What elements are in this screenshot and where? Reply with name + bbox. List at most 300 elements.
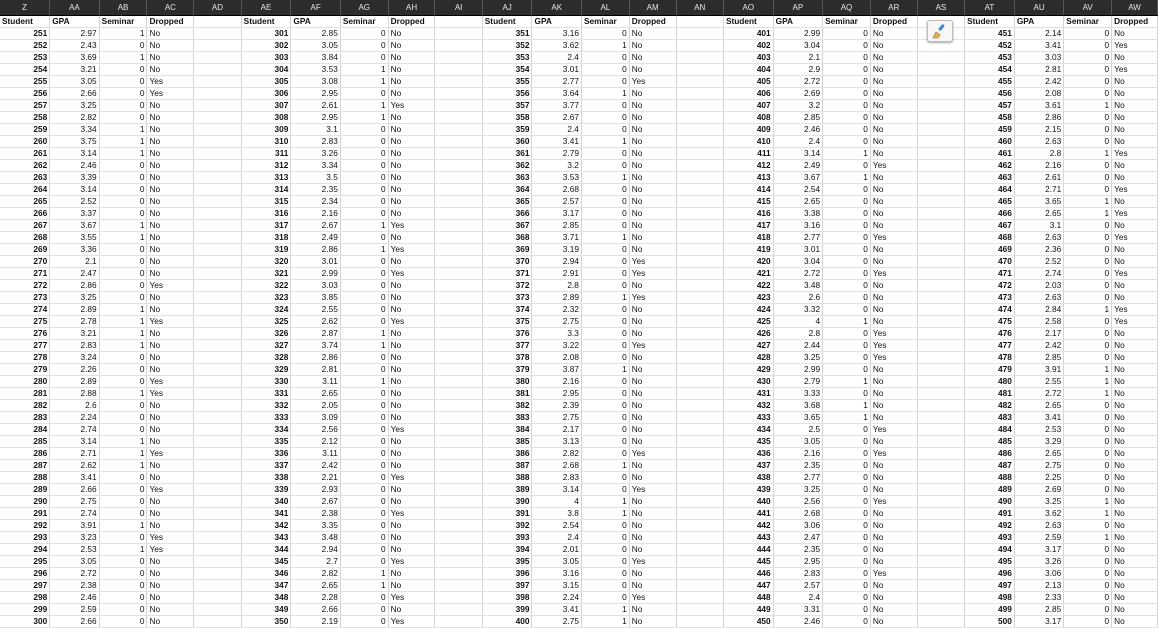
seminar-cell[interactable]: 0 [823,471,871,483]
seminar-cell[interactable]: 0 [823,291,871,303]
student-cell[interactable]: 393 [482,531,532,543]
student-cell[interactable]: 479 [965,363,1015,375]
field-header-cell[interactable]: GPA [50,15,99,27]
seminar-cell[interactable]: 0 [1064,459,1112,471]
seminar-cell[interactable]: 0 [581,531,629,543]
spacer-cell[interactable] [194,423,241,435]
gpa-cell[interactable]: 3.38 [773,207,822,219]
student-cell[interactable]: 388 [482,471,532,483]
student-cell[interactable]: 487 [965,459,1015,471]
seminar-cell[interactable]: 0 [99,291,147,303]
seminar-cell[interactable]: 0 [581,399,629,411]
gpa-cell[interactable]: 2.59 [50,603,99,615]
student-cell[interactable]: 421 [723,267,773,279]
spacer-cell[interactable] [194,243,241,255]
dropped-cell[interactable]: No [147,291,194,303]
seminar-cell[interactable]: 1 [1064,531,1112,543]
dropped-cell[interactable]: No [629,375,676,387]
seminar-cell[interactable]: 1 [340,219,388,231]
spacer-cell[interactable] [676,207,723,219]
student-cell[interactable]: 396 [482,567,532,579]
student-cell[interactable]: 340 [241,495,291,507]
dropped-cell[interactable]: No [388,339,435,351]
student-cell[interactable]: 384 [482,423,532,435]
seminar-cell[interactable]: 0 [823,51,871,63]
seminar-cell[interactable]: 0 [581,435,629,447]
student-cell[interactable]: 473 [965,291,1015,303]
student-cell[interactable]: 273 [0,291,50,303]
seminar-cell[interactable]: 0 [823,435,871,447]
gpa-cell[interactable]: 3.39 [50,171,99,183]
gpa-cell[interactable]: 2.25 [1014,471,1063,483]
student-cell[interactable]: 329 [241,363,291,375]
student-cell[interactable]: 499 [965,603,1015,615]
student-cell[interactable]: 278 [0,351,50,363]
gpa-cell[interactable]: 2.95 [773,555,822,567]
dropped-cell[interactable]: No [388,27,435,39]
seminar-cell[interactable]: 1 [340,99,388,111]
student-cell[interactable]: 258 [0,111,50,123]
student-cell[interactable]: 328 [241,351,291,363]
dropped-cell[interactable]: No [147,51,194,63]
student-cell[interactable]: 270 [0,255,50,267]
dropped-cell[interactable]: No [388,411,435,423]
seminar-cell[interactable]: 0 [581,351,629,363]
dropped-cell[interactable]: No [629,231,676,243]
dropped-cell[interactable]: No [147,39,194,51]
student-cell[interactable]: 445 [723,555,773,567]
dropped-cell[interactable]: Yes [629,483,676,495]
seminar-cell[interactable]: 0 [581,303,629,315]
student-cell[interactable]: 467 [965,219,1015,231]
seminar-cell[interactable]: 0 [1064,75,1112,87]
student-cell[interactable]: 254 [0,63,50,75]
student-cell[interactable]: 490 [965,495,1015,507]
spacer-cell[interactable] [435,99,482,111]
field-header-cell[interactable]: Dropped [147,15,194,27]
column-header[interactable]: AR [870,0,917,15]
seminar-cell[interactable]: 0 [1064,399,1112,411]
spacer-cell[interactable] [194,111,241,123]
student-cell[interactable]: 286 [0,447,50,459]
student-cell[interactable]: 291 [0,507,50,519]
student-cell[interactable]: 325 [241,315,291,327]
gpa-cell[interactable]: 3.41 [532,603,581,615]
spacer-cell[interactable] [435,303,482,315]
dropped-cell[interactable]: No [1112,471,1158,483]
dropped-cell[interactable]: No [870,603,917,615]
spacer-cell[interactable] [194,603,241,615]
dropped-cell[interactable]: Yes [629,555,676,567]
dropped-cell[interactable]: No [388,159,435,171]
student-cell[interactable]: 463 [965,171,1015,183]
student-cell[interactable]: 350 [241,615,291,627]
student-cell[interactable]: 373 [482,291,532,303]
seminar-cell[interactable]: 1 [340,75,388,87]
column-header[interactable]: AH [388,0,435,15]
student-cell[interactable]: 351 [482,27,532,39]
gpa-cell[interactable]: 3.65 [1014,195,1063,207]
spacer-cell[interactable] [194,483,241,495]
student-cell[interactable]: 409 [723,123,773,135]
gpa-cell[interactable]: 2.71 [50,447,99,459]
gpa-cell[interactable]: 3.34 [291,159,340,171]
dropped-cell[interactable]: No [870,555,917,567]
gpa-cell[interactable]: 2.42 [291,459,340,471]
student-cell[interactable]: 280 [0,375,50,387]
dropped-cell[interactable]: No [147,183,194,195]
dropped-cell[interactable]: No [147,135,194,147]
seminar-cell[interactable]: 0 [823,255,871,267]
gpa-cell[interactable]: 2.4 [532,123,581,135]
dropped-cell[interactable]: Yes [1112,147,1158,159]
student-cell[interactable]: 389 [482,483,532,495]
student-cell[interactable]: 288 [0,471,50,483]
gpa-cell[interactable]: 2.83 [532,471,581,483]
dropped-cell[interactable]: No [147,423,194,435]
seminar-cell[interactable]: 0 [340,51,388,63]
dropped-cell[interactable]: Yes [388,99,435,111]
dropped-cell[interactable]: No [870,315,917,327]
gpa-cell[interactable]: 3.1 [1014,219,1063,231]
dropped-cell[interactable]: No [388,351,435,363]
gpa-cell[interactable]: 2.19 [291,615,340,627]
spacer-cell[interactable] [917,423,964,435]
spacer-cell[interactable] [917,267,964,279]
gpa-cell[interactable]: 2.33 [1014,591,1063,603]
seminar-cell[interactable]: 0 [1064,519,1112,531]
dropped-cell[interactable]: No [629,63,676,75]
gpa-cell[interactable]: 2.86 [291,351,340,363]
seminar-cell[interactable]: 0 [823,603,871,615]
student-cell[interactable]: 438 [723,471,773,483]
dropped-cell[interactable]: Yes [388,471,435,483]
field-header-cell[interactable]: Dropped [870,15,917,27]
gpa-cell[interactable]: 2.46 [773,123,822,135]
gpa-cell[interactable]: 2.78 [50,315,99,327]
dropped-cell[interactable]: Yes [870,423,917,435]
spacer-cell[interactable] [917,231,964,243]
seminar-cell[interactable]: 0 [1064,591,1112,603]
column-header[interactable]: AI [435,0,482,15]
gpa-cell[interactable]: 3.26 [291,147,340,159]
seminar-cell[interactable]: 0 [823,591,871,603]
seminar-cell[interactable]: 0 [823,135,871,147]
student-cell[interactable]: 404 [723,63,773,75]
gpa-cell[interactable]: 2.26 [50,363,99,375]
dropped-cell[interactable]: No [629,243,676,255]
gpa-cell[interactable]: 3.37 [50,207,99,219]
student-cell[interactable]: 276 [0,327,50,339]
dropped-cell[interactable]: No [870,411,917,423]
spacer-cell[interactable] [435,279,482,291]
spacer-cell[interactable] [676,279,723,291]
student-cell[interactable]: 316 [241,207,291,219]
gpa-cell[interactable]: 3.2 [773,99,822,111]
dropped-cell[interactable]: No [147,351,194,363]
seminar-cell[interactable]: 0 [823,63,871,75]
gpa-cell[interactable]: 3.5 [291,171,340,183]
spacer-cell[interactable] [917,363,964,375]
spacer-cell[interactable] [676,615,723,627]
student-cell[interactable]: 341 [241,507,291,519]
gpa-cell[interactable]: 2.47 [50,267,99,279]
dropped-cell[interactable]: No [870,195,917,207]
student-cell[interactable]: 500 [965,615,1015,627]
dropped-cell[interactable]: No [388,255,435,267]
student-cell[interactable]: 457 [965,99,1015,111]
spacer-cell[interactable] [917,255,964,267]
student-cell[interactable]: 478 [965,351,1015,363]
spacer-cell[interactable] [676,219,723,231]
dropped-cell[interactable]: No [1112,615,1158,627]
gpa-cell[interactable]: 2.61 [291,99,340,111]
dropped-cell[interactable]: No [147,495,194,507]
seminar-cell[interactable]: 0 [1064,543,1112,555]
spacer-cell[interactable] [194,387,241,399]
seminar-cell[interactable]: 0 [581,159,629,171]
seminar-cell[interactable]: 0 [340,591,388,603]
spacer-cell[interactable] [194,75,241,87]
student-cell[interactable]: 432 [723,399,773,411]
spacer-cell[interactable] [917,195,964,207]
gpa-cell[interactable]: 2.43 [50,39,99,51]
gpa-cell[interactable]: 3.8 [532,507,581,519]
gpa-cell[interactable]: 3.05 [773,435,822,447]
gpa-cell[interactable]: 2.72 [50,567,99,579]
gpa-cell[interactable]: 2.05 [291,399,340,411]
spacer-cell[interactable] [676,231,723,243]
seminar-cell[interactable]: 1 [1064,195,1112,207]
seminar-cell[interactable]: 0 [99,579,147,591]
dropped-cell[interactable]: No [629,303,676,315]
spacer-cell[interactable] [194,363,241,375]
seminar-cell[interactable]: 0 [99,483,147,495]
spacer-cell[interactable] [917,183,964,195]
gpa-cell[interactable]: 2.83 [291,135,340,147]
gpa-cell[interactable]: 3.85 [291,291,340,303]
dropped-cell[interactable]: No [147,591,194,603]
seminar-cell[interactable]: 0 [340,603,388,615]
dropped-cell[interactable]: Yes [870,339,917,351]
seminar-cell[interactable]: 0 [581,591,629,603]
gpa-cell[interactable]: 2.49 [291,231,340,243]
seminar-cell[interactable]: 0 [340,315,388,327]
seminar-cell[interactable]: 1 [1064,507,1112,519]
student-cell[interactable]: 281 [0,387,50,399]
spacer-cell[interactable] [676,519,723,531]
gpa-cell[interactable]: 3.48 [291,531,340,543]
gpa-cell[interactable]: 2.74 [1014,267,1063,279]
gpa-cell[interactable]: 2.24 [532,591,581,603]
spacer-cell[interactable] [676,543,723,555]
spacer-cell[interactable] [435,411,482,423]
spacer-cell[interactable] [676,255,723,267]
spacer-cell[interactable] [917,531,964,543]
column-header[interactable]: AP [773,0,822,15]
spacer-cell[interactable] [194,255,241,267]
seminar-cell[interactable]: 0 [581,195,629,207]
seminar-cell[interactable]: 1 [581,363,629,375]
seminar-cell[interactable]: 1 [1064,375,1112,387]
dropped-cell[interactable]: No [870,507,917,519]
spacer-cell[interactable] [676,579,723,591]
spacer-cell[interactable] [435,471,482,483]
column-header[interactable]: AW [1112,0,1158,15]
gpa-cell[interactable]: 3.41 [1014,411,1063,423]
dropped-cell[interactable]: No [1112,399,1158,411]
gpa-cell[interactable]: 3.23 [50,531,99,543]
gpa-cell[interactable]: 2.83 [773,567,822,579]
dropped-cell[interactable]: No [1112,195,1158,207]
student-cell[interactable]: 304 [241,63,291,75]
gpa-cell[interactable]: 3.71 [532,231,581,243]
student-cell[interactable]: 491 [965,507,1015,519]
spacer-cell[interactable] [917,51,964,63]
student-cell[interactable]: 466 [965,207,1015,219]
gpa-cell[interactable]: 4 [773,315,822,327]
seminar-cell[interactable]: 0 [1064,351,1112,363]
spacer-cell[interactable] [194,159,241,171]
spacer-cell[interactable] [194,435,241,447]
spacer-cell[interactable] [435,351,482,363]
seminar-cell[interactable]: 0 [581,375,629,387]
student-cell[interactable]: 264 [0,183,50,195]
spacer-cell[interactable] [676,531,723,543]
field-header-cell[interactable]: Student [241,15,291,27]
gpa-cell[interactable]: 2.77 [532,75,581,87]
spacer-cell[interactable] [194,147,241,159]
spacer-cell[interactable] [917,543,964,555]
seminar-cell[interactable]: 1 [581,615,629,627]
dropped-cell[interactable]: No [870,111,917,123]
student-cell[interactable]: 314 [241,183,291,195]
dropped-cell[interactable]: No [1112,543,1158,555]
column-header[interactable]: Z [0,0,50,15]
seminar-cell[interactable]: 0 [823,279,871,291]
dropped-cell[interactable]: No [1112,579,1158,591]
student-cell[interactable]: 372 [482,279,532,291]
student-cell[interactable]: 356 [482,87,532,99]
seminar-cell[interactable]: 0 [99,567,147,579]
seminar-cell[interactable]: 0 [99,279,147,291]
student-cell[interactable]: 402 [723,39,773,51]
dropped-cell[interactable]: No [147,411,194,423]
seminar-cell[interactable]: 0 [1064,243,1112,255]
dropped-cell[interactable]: No [1112,519,1158,531]
student-cell[interactable]: 317 [241,219,291,231]
dropped-cell[interactable]: No [147,363,194,375]
student-cell[interactable]: 269 [0,243,50,255]
seminar-cell[interactable]: 1 [340,111,388,123]
gpa-cell[interactable]: 3.05 [50,75,99,87]
student-cell[interactable]: 252 [0,39,50,51]
seminar-cell[interactable]: 1 [99,459,147,471]
field-header-cell[interactable]: Student [965,15,1015,27]
student-cell[interactable]: 336 [241,447,291,459]
dropped-cell[interactable]: No [629,423,676,435]
student-cell[interactable]: 375 [482,315,532,327]
gpa-cell[interactable]: 2.53 [50,543,99,555]
seminar-cell[interactable]: 0 [1064,555,1112,567]
field-header-cell[interactable]: GPA [1014,15,1063,27]
student-cell[interactable]: 480 [965,375,1015,387]
student-cell[interactable]: 377 [482,339,532,351]
seminar-cell[interactable]: 0 [340,207,388,219]
gpa-cell[interactable]: 2.89 [50,303,99,315]
gpa-cell[interactable]: 3.17 [532,207,581,219]
spacer-cell[interactable] [194,339,241,351]
seminar-cell[interactable]: 0 [823,231,871,243]
spacer-cell[interactable] [194,219,241,231]
dropped-cell[interactable]: No [388,303,435,315]
student-cell[interactable]: 407 [723,99,773,111]
seminar-cell[interactable]: 0 [823,87,871,99]
gpa-cell[interactable]: 3.17 [1014,615,1063,627]
gpa-cell[interactable]: 3.74 [291,339,340,351]
dropped-cell[interactable]: Yes [870,159,917,171]
gpa-cell[interactable]: 2.63 [1014,291,1063,303]
seminar-cell[interactable]: 0 [99,351,147,363]
seminar-cell[interactable]: 1 [823,399,871,411]
spacer-cell[interactable] [917,99,964,111]
student-cell[interactable]: 295 [0,555,50,567]
seminar-cell[interactable]: 0 [99,507,147,519]
dropped-cell[interactable]: Yes [388,423,435,435]
seminar-cell[interactable]: 0 [823,615,871,627]
student-cell[interactable]: 403 [723,51,773,63]
student-cell[interactable]: 275 [0,315,50,327]
spacer-cell[interactable] [194,507,241,519]
dropped-cell[interactable]: No [870,615,917,627]
dropped-cell[interactable]: No [870,579,917,591]
gpa-cell[interactable]: 3.84 [291,51,340,63]
column-header[interactable]: AQ [823,0,871,15]
gpa-cell[interactable]: 2.95 [291,87,340,99]
dropped-cell[interactable]: No [629,51,676,63]
gpa-cell[interactable]: 2.55 [1014,375,1063,387]
dropped-cell[interactable]: Yes [147,531,194,543]
dropped-cell[interactable]: No [1112,159,1158,171]
seminar-cell[interactable]: 0 [1064,471,1112,483]
student-cell[interactable]: 310 [241,135,291,147]
seminar-cell[interactable]: 0 [823,447,871,459]
seminar-cell[interactable]: 0 [1064,135,1112,147]
gpa-cell[interactable]: 2.65 [291,579,340,591]
dropped-cell[interactable]: No [388,207,435,219]
seminar-cell[interactable]: 1 [823,171,871,183]
gpa-cell[interactable]: 3.15 [532,579,581,591]
spacer-cell[interactable] [435,219,482,231]
spacer-cell[interactable] [917,327,964,339]
seminar-cell[interactable]: 0 [340,423,388,435]
spacer-cell[interactable] [194,567,241,579]
gpa-cell[interactable]: 2.63 [1014,231,1063,243]
seminar-cell[interactable]: 0 [823,519,871,531]
student-cell[interactable]: 368 [482,231,532,243]
student-cell[interactable]: 312 [241,159,291,171]
seminar-cell[interactable]: 0 [99,195,147,207]
dropped-cell[interactable]: No [629,411,676,423]
dropped-cell[interactable]: No [870,279,917,291]
gpa-cell[interactable]: 2.69 [773,87,822,99]
gpa-cell[interactable]: 3.67 [50,219,99,231]
dropped-cell[interactable]: No [388,459,435,471]
spacer-cell[interactable] [435,447,482,459]
gpa-cell[interactable]: 2.65 [773,195,822,207]
spacer-cell[interactable] [194,303,241,315]
gpa-cell[interactable]: 2.4 [532,531,581,543]
